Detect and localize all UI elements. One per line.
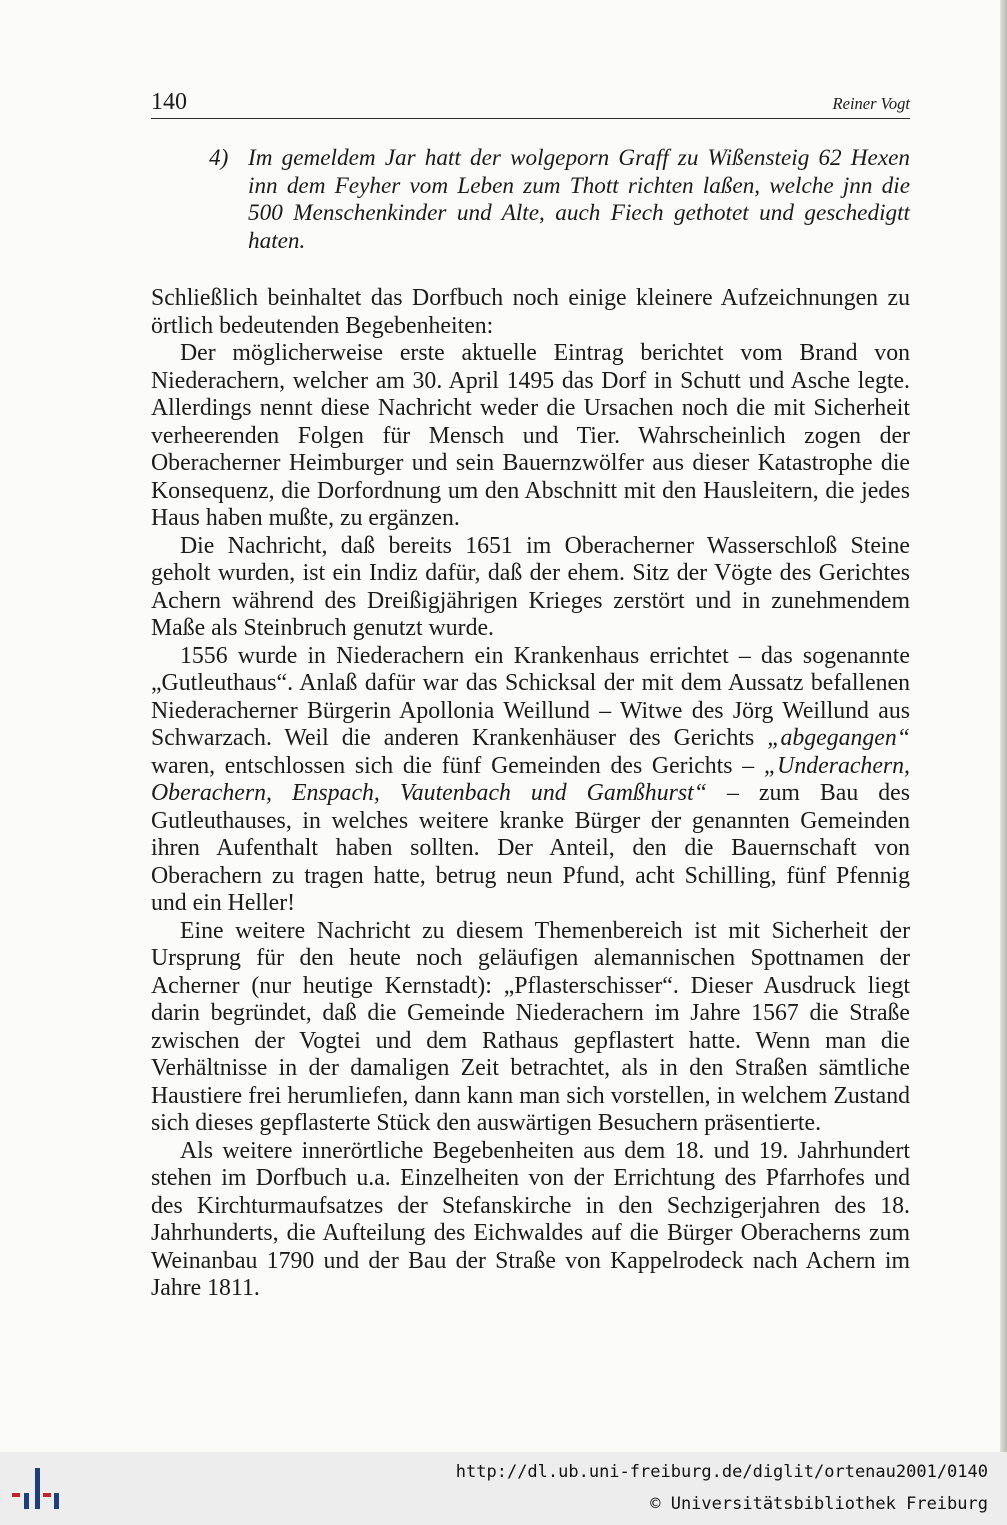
paragraph-2: Der möglicherweise erste aktuelle Eintrag berichtet vom Brand von Niederachern, welcher am 30. April 1495 das Dorf in Schutt und Asche legte. Allerdings nennt diese Nachricht weder die Ursachen noch die mit Sicherheit verheerenden Folgen für Mensch und Tier. Wahrscheinlich zogen der Oberacherner Heimburger und sein Bauernzwölfer aus dieser Katastrophe die Konsequenz, die Dorfordnung um den Abschnitt mit den Hausleitern, die jedes Haus haben mußte, zu ergänzen. [151, 340, 910, 531]
paragraph-1: Schließlich beinhaltet das Dorfbuch noch einige kleinere Aufzeichnungen zu örtlich bedeutenden Begebenheiten: [151, 285, 910, 339]
viewer-footer [0, 1452, 1007, 1525]
paragraph-4-text-e: – zum Bau des Gutleuthauses, in welches weitere kranke Bürger der genannten Gemeinden ihren Aufenthalt haben sollten. Der Anteil, den die Bauernschaft von Oberachern zu tragen hatte, betrug neun Pfund, acht Schilling, fünf Pfennig und ein Heller! [151, 780, 910, 916]
ub-freiburg-logo-icon [12, 1464, 64, 1514]
body-text [151, 285, 910, 1303]
quoted-village-list: „Underachern, Oberachern, Enspach, Vautenbach und Gamßhurst“ [151, 752, 910, 806]
running-header [151, 88, 910, 119]
paragraph-4-text-c: waren, entschlossen sich die fünf Gemeinden des Gerichts – [151, 752, 755, 779]
quote-text: Im gemeldem Jar hatt der wolgeporn Graff zu Wißensteig 62 Hexen inn dem Feyher vom Leben zum Thott richten laßen, welche jnn die 500 Menschenkinder und Alte, auch Fiech gethotet und geschedigtt haten. [248, 145, 910, 254]
copyright-notice: © Universitätsbibliothek Freiburg [650, 1494, 988, 1514]
page-number: 140 [151, 89, 187, 115]
quoted-term-abgegangen: „abgegangen“ [767, 725, 910, 751]
paragraph-4-text-a: 1556 wurde in Niederachern ein Krankenhaus errichtet – das sogenannte „Gutleuthaus“. Anlaß dafür war das Schicksal der mit dem Aussatz befallenen Niederacherner Bürgerin Apollonia Weillund – Witwe des Jörg Weillund aus Schwarzach. Weil die anderen Krankenhäuser des Gerichts [151, 642, 910, 751]
paragraph-5: Eine weitere Nachricht zu diesem Themenbereich ist mit Sicherheit der Ursprung für den heute noch geläufigen alemannischen Spottnamen der Acherner (nur heutige Kernstadt): „Pflasterschisser“. Dieser Ausdruck liegt darin begründet, daß die Gemeinde Niederachern im Jahre 1567 die Straße zwischen der Vogtei und dem Rathaus gepflastert hatte. Wenn man die Verhältnisse in der damaligen Zeit betrachtet, als in den Straßen sämtliche Haustiere frei herumliefen, dann kann man sich vorstellen, in welchem Zustand sich dieses gepflasterte Stück den auswärtigen Besuchern präsentierte. [151, 917, 910, 1136]
paragraph-4 [151, 643, 910, 918]
running-head-author: Reiner Vogt [832, 94, 910, 113]
paragraph-6: Als weitere innerörtliche Begebenheiten aus dem 18. und 19. Jahrhundert stehen im Dorfbuch u.a. Einzelheiten von der Errichtung des Pfarrhofes und des Kirchturmaufsatzes der Stefanskirche in den Sechzigerjahren des 18. Jahrhunderts, die Aufteilung des Eichwaldes auf die Bürger Oberacherns zum Weinanbau 1790 und der Bau der Straße von Kappelrodeck nach Achern im Jahre 1811. [151, 1137, 910, 1301]
source-url[interactable]: http://dl.ub.uni-freiburg.de/diglit/ortenau2001/0140 [455, 1462, 988, 1482]
page-edge [1000, 0, 1007, 1452]
quote-number: 4) [209, 145, 229, 171]
paragraph-3: Die Nachricht, daß bereits 1651 im Oberacherner Wasserschloß Steine geholt wurden, ist ein Indiz dafür, daß der ehem. Sitz der Vögte des Gerichtes Achern während des Dreißigjährigen Krieges zerstört und in zunehmendem Maße als Steinbruch genutzt wurde. [151, 532, 910, 641]
